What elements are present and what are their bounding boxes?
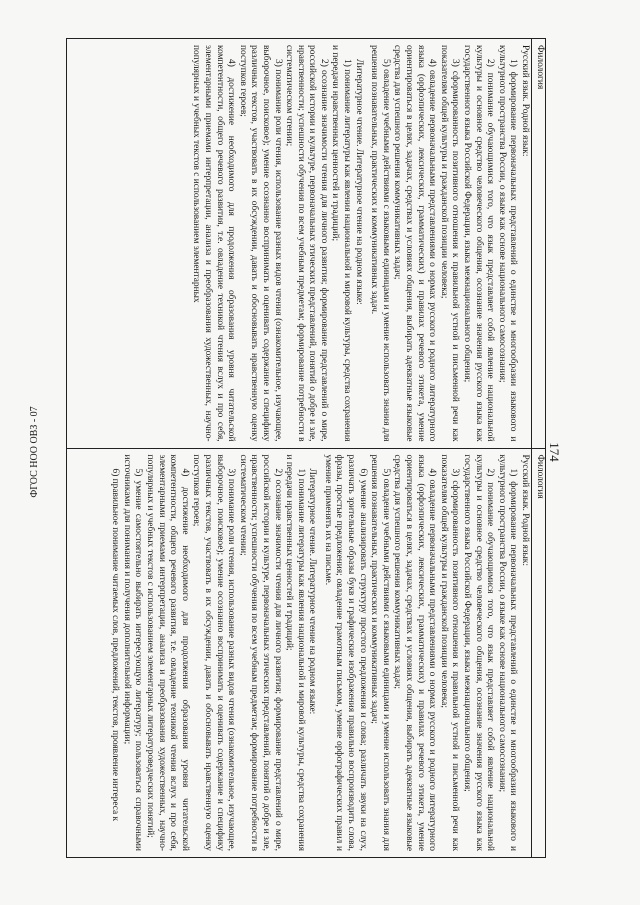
left-paragraph: 4) достижение необходимого для продолжения образования уровня читательской компетентности, общего речевого развития, т.е. овладение техникой чтения вслух и про себя, элементарными приемами интерпретации, анализа и преобразования художественных, научно-популярных и учебных текстов с использованием элементарных	[191, 45, 237, 442]
left-paragraph: 2) осознание значимости чтения для личного развития; формирование представлений о мире, российской истории и культуре, первоначальных этических представлений, понятий о добре и зле, нравственности; успешности обучения по всем учебным предметам; формирование потребности в систематическом чтении;	[284, 45, 329, 442]
right-column	[67, 449, 531, 858]
right-column-header: Филология	[535, 454, 545, 499]
left-column	[67, 39, 531, 449]
right-paragraph: 5) овладение учебными действиями с языковыми единицами и умение использовать знания для решения познавательных, практических и коммуникативных задач;	[369, 454, 391, 851]
right-paragraph: 5) умение самостоятельно выбирать интересующую литературу; пользоваться справочными источниками для понимания и получения дополнительной информации;	[121, 454, 144, 851]
left-paragraph: 4) овладение первоначальными представлениями о нормах русского и родного литературного языка (орфоэпических, лексических, грамматических) и правилах речевого этикета, умение ориентироваться в целях, задачах, средствах и условиях общения, выбирать адекватные языковые средства для успешного решения коммуникативных задач;	[392, 45, 438, 442]
table-header-row	[531, 39, 545, 857]
right-paragraph: 6) умение анализировать структуру простого предложения и слова; различать звуки на слух, различать зрительные образы букв и графические изображения правильно воспроизводить слова, фразы, простые предложения; овладение грамотным письмом, умение орфографических правил и умение применять их на письме.	[322, 454, 368, 851]
right-paragraph: 2) понимание обучающимися того, что язык представляет собой явление национальной культуры и основное средство человеческого общения, осознание значения русского языка как государственного языка Российской Федерации, языка межнационального общения;	[462, 454, 496, 851]
table-body-row	[67, 39, 531, 857]
right-paragraph: 1) понимание литературы как явления национальной и мировой культуры, средства сохранения и передачи нравственных ценностей и традиций;	[284, 454, 306, 851]
left-paragraph: 2) понимание обучающимися того, что язык представляет собой явление национальной культуры и основное средство человеческого общения, осознание значения русского языка как государственного языка Российской Федерации, языка межнационального общения;	[462, 45, 496, 442]
left-paragraph: 5) овладение учебными действиями с языковыми единицами и умение использовать знания для решения познавательных, практических и коммуникативных задач.	[369, 45, 391, 442]
right-paragraph: 4) достижение необходимого для продолжения образования уровня читательской компетентности, общего речевого развития, т.е. овладение техникой чтения вслух и про себя, элементарными приемами интерпретации, анализа и преобразования художественных, научно-популярных и учебных текстов с использованием элементарных литературоведческих понятий;	[145, 454, 190, 851]
left-paragraph: 3) понимание роли чтения, использование разных видов чтения (ознакомительное, изучающее, выборочное, поисковое); умение осознанно воспринимать и оценивать содержание и специфику различных текстов, участвовать в их обсуждении, давать и обосновывать нравственную оценку поступков героев;	[237, 45, 283, 442]
right-subheader: Русский язык. Родной язык:	[520, 454, 530, 566]
left-subheader: Русский язык. Родной язык:	[520, 45, 530, 157]
left-column-header: Филология	[532, 39, 545, 449]
right-paragraph: 4) овладение первоначальными представлениями о нормах русского и родного литературного языка (орфоэпических, лексических, грамматических) и правилах речевого этикета, умение ориентироваться в целях, задачах, средствах и условиях общения, выбирать адекватные языковые средства для успешного решения коммуникативных задач;	[392, 454, 438, 851]
right-section-title: Литературное чтение. Литературное чтение на родном языке:	[307, 468, 318, 715]
page-number: 174	[547, 442, 562, 462]
left-paragraph: 1) понимание литературы как явления национальной и мировой культуры, средства сохранения и передачи нравственных ценностей и традиций;	[330, 45, 353, 442]
document-code-footer: ФГОС НОО ОВЗ - 07	[29, 406, 40, 498]
right-paragraph: 1) формирование первоначальных представлений о единстве и многообразии языкового и культурного пространства России, о языке как основе национального самосознания;	[496, 454, 519, 851]
left-paragraph: 1) формирование первоначальных представлений о единстве и многообразии языкового и культурного пространства России, о языке как основе национального самосознания;	[496, 45, 519, 442]
left-section-title: Литературное чтение. Литературное чтение на родном языке:	[353, 59, 364, 305]
right-paragraph: 6) правильное понимание читаемых слов, предложений, текстов, проявление интереса к	[110, 468, 121, 822]
right-paragraph: 2) осознание значимости чтения для личного развития; формирование представлений о мире, российской истории и культуре, первоначальных этических представлений, понятий о добре и зле, нравственности; успешности обучения по всем учебным предметам; формирование потребности в систематическом чтении;	[237, 454, 283, 851]
standards-table	[66, 38, 546, 858]
left-paragraph: 3) сформированность позитивного отношения к правильной устной и письменной речи как показателям общей культуры и гражданской позиции человека;	[438, 45, 461, 442]
right-paragraph: 3) понимание роли чтения, использование разных видов чтения (ознакомительное, изучающее, выборочное, поисковое); умение осознанно воспринимать и оценивать содержание и специфику различных текстов, участвовать в их обсуждении, давать и обосновывать нравственную оценку поступков героев;	[191, 454, 237, 851]
right-paragraph: 3) сформированность позитивного отношения к правильной устной и письменной речи как показателям общей культуры и гражданской позиции человека;	[438, 454, 461, 851]
